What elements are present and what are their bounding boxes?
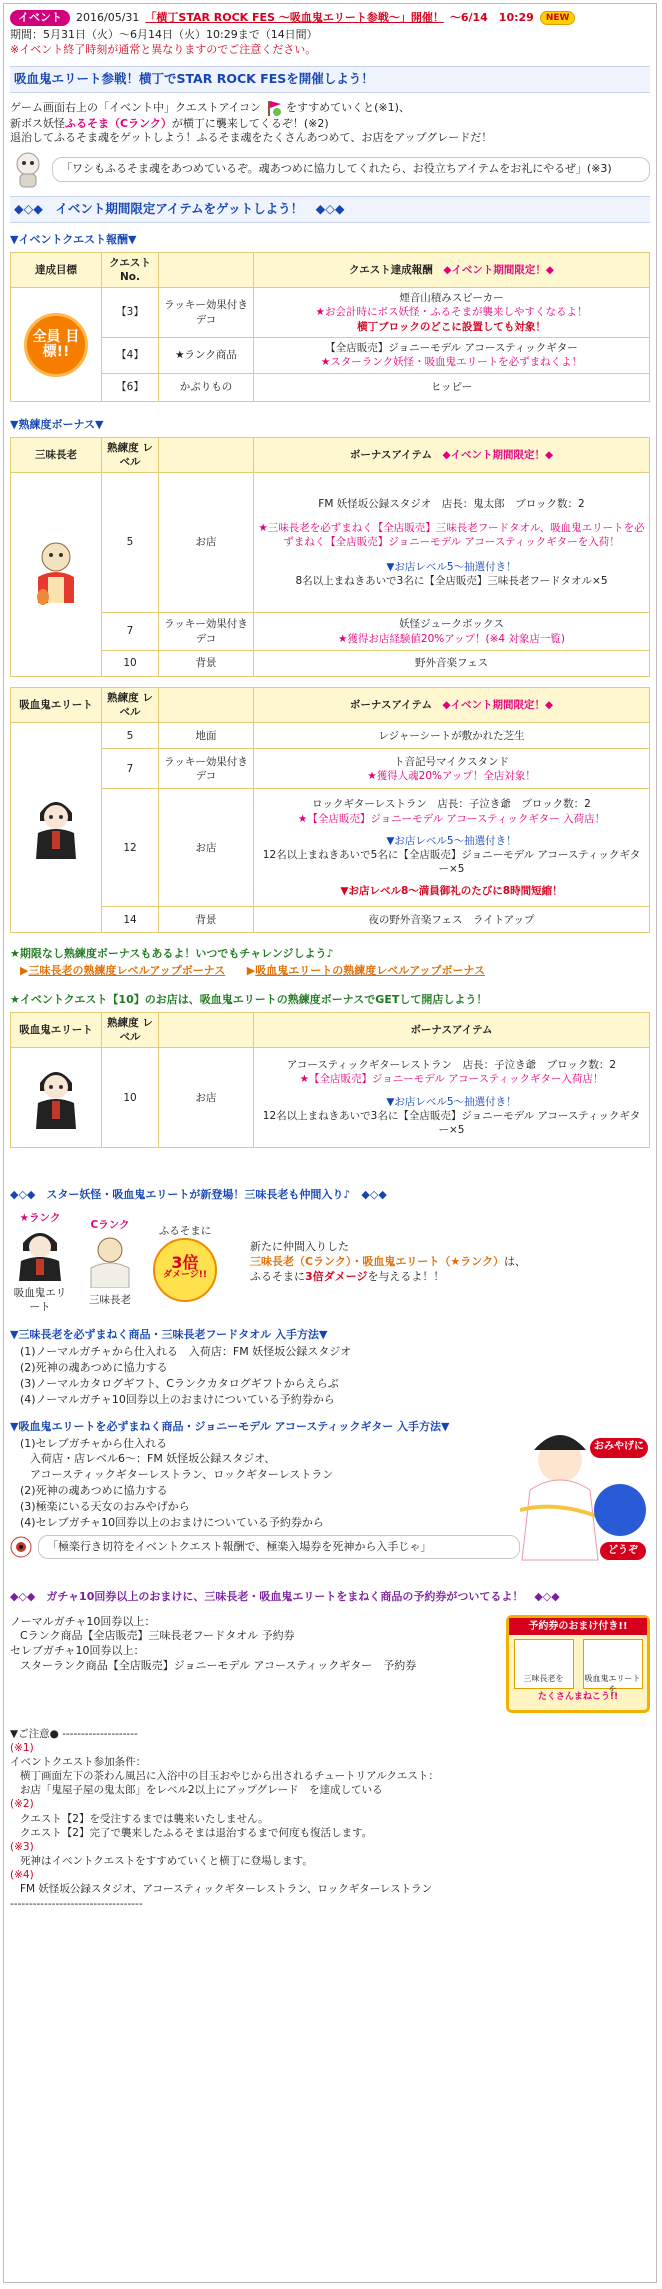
voucher-sub: たくさんまねこう!!: [537, 1692, 619, 1702]
event-page: イベント 2016/05/31 「横丁STAR ROCK FES ～吸血鬼エリート参戦～」開催！ ～6/14 10:29 NEW 期間：5月31日（火）～6月14日（火）10:29まで（14日間） ※イベント終了時刻が通常と異なりますのでご注意ください。 吸血鬼エリート参戦！横丁でSTAR ROCK FESを開催しよう！ ゲーム画面右上の「イベント中」クエストアイコン をすすめていくと(※1)、 新ボス妖怪ふるそま（Cランク）が横丁に襲来してくるぞ！(※2) 退治してふるそま魂をゲットしよう！ふるそま魂をたくさんあつめて、お店をアップグレードだ！ 「ワシもふるそま魂をあつめているぞ。魂あつめに協力してくれたら、お役立ちアイテムをお礼にやるぜ」(※3) ◆◇◆ イベント期間限定アイテムをゲットしよう！ ◆◇◆ ▼イベントクエスト報酬▼ 達成目標 クエスト No. クエスト達成報酬 ◆イベント期間限定！◆ 全員 目標!! 【3】 ラッキー効果付きデコ 煙音山積みスピーカー ★お会計時にボス妖怪・ふるそまが襲来しやすくなるよ！ 横丁ブロックのどこに設置しても対象！ 【4】 ★ランク商品 【全店販売】ジョニーモデル アコースティックギター ★スターランク妖怪・吸血鬼エリートを必ずまねくよ！ 【6】 かぶりもの ヒッピー ▼熟練度ボーナス▼ 三味長老 熟練度 レベル ボーナスアイテム ◆イベント期間限定！◆ 5 お店 FM 妖怪坂公録スタジオ 店長：鬼太郎 ブロック数：2 ★三味長老を必ずまねく【全店販売】三味長老フードタオル、吸血鬼エリートを必ずまねく【全店販売】ジョニーモデル アコースティックギターを入荷！ ▼お店レベル5～抽選付き！ 8名以上まねきあいで3名に【全店販売】三味長老フードタオル×5 7 ラッキー効果付きデコ 妖怪ジュークボックス ★獲得お店経験値20%アップ！(※4 対象店一覧) 10 背景 野外音楽フェス 吸血鬼エリート 熟練度 レベル ボーナスアイテム ◆イベント期間限定！◆ 5 地面 レジャーシートが敷かれた芝生 7 ラッキー効果付きデコ ト音記号マイクスタンド ★獲得人魂20%アップ！全店対象！ 12 お店 ロックギターレストラン 店長：子泣き爺 ブロック数：2 ★【全店販売】ジョニーモデル アコースティックギター 入荷店！ ▼お店レベル5～抽選付き！ 12名以上まねきあいで5名に【全店販売】ジョニーモデル アコースティックギター×5 ▼お店レベル8～満員御礼のたびに8時間短縮！ 14 背景 夜の野外音楽フェス ライトアップ ★期限なし熟練度ボーナスもあるよ！いつでもチャレンジしよう♪ ▶三味長老の熟練度レベルアップボーナス ▶吸血鬼エリートの熟練度レベルアップボーナス ★イベントクエスト【10】のお店は、吸血鬼エリートの熟練度ボーナスでGETして開店しよう！ 吸血鬼エリート 熟練度 レベル ボーナスアイテム 10 お店 アコースティックギターレストラン 店長：子泣き爺 ブロック数：2 ★【全店販売】ジョニーモデル アコースティックギター入荷店！ ▼お店レベル5～抽選付き！ 12名以上まねきあいで3名に【全店販売】ジョニーモデル アコースティックギター×5 ◆◇◆ スター妖怪・吸血鬼エリートが新登場！三味長老も仲間入り♪ ◆◇◆ ★ランク 吸血鬼エリート Cランク 三味長老 ふるそまに 3倍 ダメージ!! 新たに仲間入りした 三味長老（Cランク）・吸血鬼エリート（★ランク）は、 ふるそまに3倍ダメージを与えるよ！！ ▼三味長老を必ずまねく商品・三味長老フードタオル 入手方法▼ (1)ノーマルガチャから仕入れる 入荷店：FM 妖怪坂公録スタジオ (2)死神の魂あつめに協力する (3)ノーマルカタログギフト、Cランクカタログギフトからえらぶ (4)ノーマルガチャ10回券以上のおまけについている予約券から ▼吸血鬼エリートを必ずまねく商品・ジョニーモデル アコースティックギター 入手方法▼ (1)セレブガチャから仕入れる 入荷店・店レベル6～：FM 妖怪坂公録スタジオ、 アコースティックギターレストラン、ロックギターレストラン (2)死神の魂あつめに協力する (3)極楽にいる天女のおみやげから (4)セレブガチャ10回券以上のおまけについている予約券から 「極楽行き切符をイベントクエスト報酬で、極楽入場券を死神から入手じゃ」 おみやげに どうぞ ◆◇◆ ガチャ10回券以上のおまけに、三味長老・吸血鬼エリートをまねく商品の予約券がついてるよ！ ◆◇◆ ノーマルガチャ10回券以上： Cランク商品【全店販売】三味長老フードタオル 予約券 セレブガチャ10回券以上： スターランク商品【全店販売】ジョニーモデル アコースティックギター 予約券 予約券のおまけ付き!! 三味長老を 吸血鬼エリートを たくさんまねこう!! ▼ご注意● -------------------- (※1) イベントクエスト参加条件： 横丁画面左下の茶わん風呂に入浴中の目玉おやじから出されるチュートリアルクエスト： お店「鬼屋子屋の鬼太郎」をレベル2以上にアップグレード を達成している (※2) クエスト【2】を受注するまでは襲来いたしません。 クエスト【2】完了で襲来したふるそまは退治するまで何度も復活します。 (※3) 死神はイベントクエストをすすめていくと横丁に登場します。 (※4) FM 妖怪坂公録スタジオ、アコースティックギターレストラン、ロックギターレストラン -----------------------------------: [3, 3, 657, 2283]
bonus-note: ★【全店販売】ジョニーモデル アコースティックギター入荷店！: [299, 1073, 604, 1086]
bonus-lottery-detail: 12名以上まねきあいで5名に【全店販売】ジョニーモデル アコースティックギター×5: [262, 848, 641, 876]
reward-name: 煙音山積みスピーカー: [399, 292, 504, 305]
note-line: お店「鬼屋子屋の鬼太郎」をレベル2以上にアップグレード を達成している: [20, 1784, 383, 1797]
note-label: (※1): [10, 1741, 34, 1754]
note-line: クエスト【2】を受注するまでは襲来いたしません。: [20, 1812, 269, 1825]
th-type: [159, 437, 254, 472]
vampire-elite-image: [30, 1061, 82, 1131]
gacha-title: ◆◇◆ ガチャ10回券以上のおまけに、三味長老・吸血鬼エリートをまねく商品の予約券がついてるよ！ ◆◇◆: [10, 1589, 560, 1603]
vampire-elite-icon: [15, 1225, 65, 1281]
always-bonus-line: ★期限なし熟練度ボーナスもあるよ！いつでもチャレンジしよう♪: [10, 947, 334, 961]
intro-block: [10, 99, 650, 189]
bonus-lottery-detail: 8名以上まねきあいで3名に【全店販売】三味長老フードタオル×5: [295, 574, 608, 587]
th-char: 吸血鬼エリート: [11, 688, 102, 723]
bonus-note: ★三味長老を必ずまねく【全店販売】三味長老フードタオル、吸血鬼エリートを必ずまねく【全店販売】ジョニーモデル アコースティックギターを入荷！: [258, 522, 645, 549]
th-char: 吸血鬼エリート: [11, 1012, 102, 1047]
method1-list: [20, 1345, 650, 1407]
bonus-type: お店: [159, 473, 254, 613]
eyeball-icon: [10, 1536, 32, 1558]
damage-badge: [150, 1224, 220, 1302]
bonus-lottery: ▼お店レベル5～抽選付き！: [386, 834, 517, 847]
shinigami-hint: [38, 1535, 520, 1560]
star-text3b: 3倍ダメージ: [305, 1270, 368, 1284]
reward-type: ラッキー効果付きデコ: [159, 288, 254, 338]
list-item: アコースティックギターレストラン、ロックギターレストラン: [30, 1468, 334, 1482]
list-item: (2)死神の魂あつめに協力する: [20, 1361, 168, 1375]
quest-no: 【3】: [102, 288, 159, 338]
quest-flag-icon: [265, 99, 283, 117]
bonus-type: ラッキー効果付きデコ: [159, 613, 254, 651]
th-bonus: [254, 688, 650, 723]
th-bonus-text: ボーナスアイテム: [349, 699, 432, 712]
new-badge: NEW: [540, 11, 576, 25]
th-type: [159, 252, 254, 287]
reward-detail: [254, 373, 650, 401]
gift-top-label: おみやげに: [594, 1440, 644, 1452]
th-type: [159, 1012, 254, 1047]
notes-header: ▼ご注意● --------------------: [10, 1727, 138, 1740]
bonus-level: 7: [102, 749, 159, 789]
reward-detail: [254, 288, 650, 338]
quest-reward-title: ▼イベントクエスト報酬▼: [10, 233, 137, 247]
th-char: 三味長老: [11, 437, 102, 472]
star-text3a: ふるそまに: [250, 1270, 305, 1284]
bonus-level: 7: [102, 613, 159, 651]
reward-name: ヒッピー: [430, 381, 473, 394]
bonus-type: 背景: [159, 907, 254, 933]
gacha-line: ノーマルガチャ10回券以上：: [10, 1614, 156, 1628]
period-line: 期間：5月31日（火）～6月14日（火）10:29まで（14日間）: [10, 28, 318, 41]
shami-bonus-table: [10, 437, 650, 677]
bonus-shop-name: FM 妖怪坂公録スタジオ 店長：鬼太郎 ブロック数：2: [318, 498, 585, 511]
reward-type: かぶりもの: [159, 373, 254, 401]
bonus-lottery-detail: 12名以上まねきあいで3名に【全店販売】ジョニーモデル アコースティックギター×5: [262, 1109, 641, 1136]
intro-line1b: をすすめていくと(※1)、: [286, 100, 410, 114]
bonus-title: ▼熟練度ボーナス▼: [10, 417, 104, 431]
bonus-speedup: ▼お店レベル8～満員御礼のたびに8時間短縮！: [340, 885, 563, 898]
label-star-rank: ★ランク: [19, 1212, 61, 1225]
list-item: (2)死神の魂あつめに協力する: [20, 1484, 168, 1498]
shinigami-quote-text: 「ワシもふるそま魂をあつめているぞ。魂あつめに協力してくれたら、お役立ちアイテムをお礼にやるぜ」(※3): [61, 161, 612, 175]
shami-chouro-icon: [85, 1232, 135, 1288]
bonus-detail: レジャーシートが敷かれた芝生: [254, 723, 650, 749]
th-type: [159, 688, 254, 723]
intro-line2a: 新ボス妖怪: [10, 116, 65, 130]
vampire-bonus-table: [10, 687, 650, 933]
list-item: (3)極楽にいる天女のおみやげから: [20, 1499, 190, 1513]
th-limited: ◆イベント期間限定！◆: [442, 699, 554, 712]
intro-line3: 退治してふるそま魂をゲットしよう！ふるそま魂をたくさんあつめて、お店をアップグレードだ！: [10, 131, 493, 145]
reward-name: 【全店販売】ジョニーモデル アコースティックギター: [325, 342, 578, 355]
gacha-line: スターランク商品【全店販売】ジョニーモデル アコースティックギター 予約券: [20, 1659, 417, 1673]
event-title-link[interactable]: 「横丁STAR ROCK FES ～吸血鬼エリート参戦～」開催！: [145, 10, 444, 24]
shinigami-avatar: [10, 150, 46, 188]
bonus-level: 10: [102, 651, 159, 677]
list-item: 入荷店・店レベル6～：FM 妖怪坂公録スタジオ、: [30, 1452, 276, 1466]
event-tag: イベント: [10, 10, 70, 27]
star-text3c: を与えるよ！！: [367, 1270, 445, 1284]
gacha-line: セレブガチャ10回券以上：: [10, 1644, 145, 1658]
bonus-note: ★獲得お店経験値20%アップ！(※4 対象店一覧): [337, 632, 566, 645]
method1-title: ▼三味長老を必ずまねく商品・三味長老フードタオル 入手方法▼: [10, 1328, 328, 1342]
star-text: [230, 1240, 650, 1285]
bonus-item-name: ト音記号マイクスタンド: [394, 755, 509, 768]
th-reward-text: クエスト達成報酬: [349, 264, 433, 277]
th-limited: ◆イベント期間限定！◆: [443, 264, 554, 277]
damage-burst: [153, 1238, 217, 1302]
all-goal-badge: 全員 目標!!: [24, 313, 88, 377]
bonus-level: 14: [102, 907, 159, 933]
vampire-bonus-link[interactable]: 吸血鬼エリートの熟練度レベルアップボーナス: [255, 964, 486, 978]
shami-bonus-link[interactable]: 三味長老の熟練度レベルアップボーナス: [28, 964, 226, 978]
goal-cell: [11, 288, 102, 402]
name-shami-chouro: 三味長老: [89, 1294, 131, 1307]
bonus-item-name: 妖怪ジュークボックス: [399, 618, 504, 631]
gacha-line: Cランク商品【全店販売】三味長老フードタオル 予約券: [20, 1629, 295, 1643]
intro-boss-name: ふるそま（Cランク）: [65, 116, 172, 130]
quest-reward-table: [10, 252, 650, 402]
th-level: 熟練度 レベル: [102, 1012, 159, 1047]
reward-detail: [254, 337, 650, 373]
list-item: (3)ノーマルカタログギフト、Cランクカタログギフトからえらぶ: [20, 1376, 339, 1390]
bonus-level: 5: [102, 473, 159, 613]
bonus-type: お店: [159, 1048, 254, 1148]
vampire-intro: [10, 1211, 70, 1314]
note-line: イベントクエスト参加条件：: [10, 1755, 147, 1768]
star-text2a: 三味長老（Cランク）・吸血鬼エリート（★ランク）: [250, 1255, 504, 1269]
note-line: 横丁画面左下の茶わん風呂に入浴中の目玉おやじから出されるチュートリアルクエスト：: [20, 1770, 439, 1783]
damage-num: 3倍: [171, 1252, 199, 1272]
event-until: ～6/14 10:29: [449, 10, 534, 24]
bonus-level: 12: [102, 789, 159, 907]
th-limited: ◆イベント期間限定！◆: [442, 448, 554, 461]
voucher-title: 予約券のおまけ付き!!: [509, 1618, 647, 1636]
bonus-type: 地面: [159, 723, 254, 749]
method2-title: ▼吸血鬼エリートを必ずまねく商品・ジョニーモデル アコースティックギター 入手方法▼: [10, 1419, 450, 1433]
th-quest-no: クエスト No.: [102, 252, 159, 287]
reward-note: ★スターランク妖怪・吸血鬼エリートを必ずまねくよ！: [320, 356, 583, 369]
th-bonus: ボーナスアイテム: [254, 1012, 650, 1047]
quest-no: 【6】: [102, 373, 159, 401]
quest-no: 【4】: [102, 337, 159, 373]
damage-top: ふるそまに: [158, 1224, 212, 1237]
period-note: ※イベント終了時刻が通常と異なりますのでご注意ください。: [10, 42, 317, 56]
th-level: 熟練度 レベル: [102, 688, 159, 723]
event-date: 2016/05/31: [76, 10, 140, 24]
method2-list: [20, 1437, 520, 1531]
bonus-detail: [254, 1048, 650, 1148]
vampire-char-cell: [11, 1048, 102, 1148]
th-reward: [254, 252, 650, 287]
bonus-detail: 夜の野外音楽フェス ライトアップ: [254, 907, 650, 933]
bonus-type: お店: [159, 789, 254, 907]
reward-note-2: 横丁ブロックのどこに設置しても対象！: [357, 320, 546, 333]
bonus-shop-name: アコースティックギターレストラン 店長：子泣き爺 ブロック数：2: [286, 1059, 617, 1072]
bonus-detail: [254, 473, 650, 613]
note-line: 死神はイベントクエストをすすめていくと横丁に登場します。: [20, 1855, 313, 1868]
event-header: [10, 8, 650, 28]
bonus-level: 10: [102, 1048, 159, 1148]
list-item: (1)ノーマルガチャから仕入れる 入荷店：FM 妖怪坂公録スタジオ: [20, 1345, 352, 1359]
notes-footer: -----------------------------------: [10, 1897, 143, 1910]
banner-main: 吸血鬼エリート参戦！横丁でSTAR ROCK FESを開催しよう！: [10, 66, 650, 93]
bonus-type: 背景: [159, 651, 254, 677]
bonus-lottery: ▼お店レベル5～抽選付き！: [386, 560, 517, 573]
shami-char-cell: [11, 473, 102, 677]
notes-section: [10, 1727, 650, 1911]
star-section-title: ◆◇◆ スター妖怪・吸血鬼エリートが新登場！三味長老も仲間入り♪ ◆◇◆: [10, 1188, 387, 1202]
reward-type: ★ランク商品: [159, 337, 254, 373]
label-c-rank: Cランク: [90, 1219, 130, 1232]
intro-line2c: が横丁に襲来してくるぞ！(※2): [171, 116, 329, 130]
note-line: FM 妖怪坂公録スタジオ、アコースティックギターレストラン、ロックギターレストラン: [20, 1883, 433, 1896]
voucher-right: 吸血鬼エリートを: [583, 1639, 643, 1689]
banner-limited: ◆◇◆ イベント期間限定アイテムをゲットしよう！ ◆◇◆: [10, 196, 650, 223]
bonus-level: 5: [102, 723, 159, 749]
th-bonus: [254, 437, 650, 472]
bonus-detail: [254, 749, 650, 789]
voucher-illustration: [506, 1615, 650, 1713]
th-level: 熟練度 レベル: [102, 437, 159, 472]
note-label: (※2): [10, 1798, 34, 1811]
bonus-lottery: ▼お店レベル5～抽選付き！: [386, 1095, 517, 1108]
vampire-elite-image: [30, 791, 82, 861]
th-goal: 達成目標: [11, 252, 102, 287]
list-item: (1)セレブガチャから仕入れる: [20, 1436, 168, 1450]
quest10-title: ★イベントクエスト【10】のお店は、吸血鬼エリートの熟練度ボーナスでGETして開店しよう！: [10, 993, 488, 1007]
th-bonus-text: ボーナスアイテム: [349, 448, 432, 461]
damage-bottom: ダメージ!!: [162, 1270, 208, 1281]
note-label: (※4): [10, 1869, 34, 1882]
tennyo-gift-illustration: [520, 1420, 650, 1570]
gift-bottom-label: どうぞ: [608, 1544, 638, 1556]
reward-note: ★お会計時にボス妖怪・ふるそまが襲来しやすくなるよ！: [315, 306, 588, 319]
quest10-table: [10, 1012, 650, 1148]
note-line: クエスト【2】完了で襲来したふるそまは退治するまで何度も復活します。: [20, 1826, 373, 1839]
list-item: (4)セレブガチャ10回券以上のおまけについている予約券から: [20, 1515, 324, 1529]
vampire-char-cell: [11, 723, 102, 933]
bonus-detail: [254, 789, 650, 907]
bonus-type: ラッキー効果付きデコ: [159, 749, 254, 789]
voucher-left: 三味長老を: [514, 1639, 574, 1689]
bonus-note: ★【全店販売】ジョニーモデル アコースティックギター 入荷店！: [297, 812, 606, 825]
intro-line1: ゲーム画面右上の「イベント中」クエストアイコン: [10, 100, 262, 114]
star-text1: 新たに仲間入りした: [250, 1240, 349, 1254]
list-item: (4)ノーマルガチャ10回券以上のおまけについている予約券から: [20, 1392, 335, 1406]
note-label: (※3): [10, 1840, 34, 1853]
bonus-note: ★獲得人魂20%アップ！全店対象！: [367, 769, 536, 782]
bonus-detail: [254, 613, 650, 651]
hint-text: 「極楽行き切符をイベントクエスト報酬で、極楽入場券を死神から入手じゃ」: [47, 1539, 432, 1553]
shami-intro: [80, 1218, 140, 1307]
shami-chouro-image: [30, 537, 82, 607]
star-text2b: は、: [504, 1255, 526, 1269]
bonus-shop-name: ロックギターレストラン 店長：子泣き爺 ブロック数：2: [312, 798, 591, 811]
shinigami-quote: [52, 157, 650, 182]
name-vampire-elite: 吸血鬼エリート: [13, 1287, 67, 1314]
bonus-detail: 野外音楽フェス: [254, 651, 650, 677]
